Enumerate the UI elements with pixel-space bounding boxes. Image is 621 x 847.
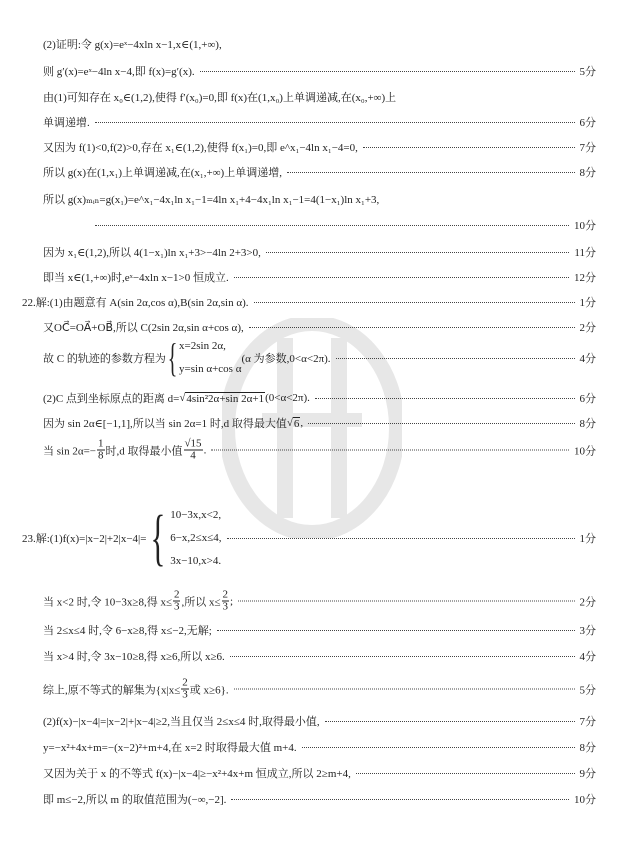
score-label: 3分 (579, 625, 596, 637)
line-text (43, 648, 225, 664)
text-segment: 又OC⃗=OA⃗+OB⃗,所以 C(2sin 2α,sin α+cos α), (43, 322, 244, 334)
text-segment: 22.解:(1)由题意有 A(sin 2α,cos α),B(sin 2α,sin α). (22, 297, 249, 309)
solution-line (43, 191, 596, 207)
solution-line (43, 713, 596, 729)
dot-leader (308, 423, 574, 424)
fraction-numerator: 2 (173, 588, 180, 601)
solution-line (43, 269, 596, 285)
dot-leader (336, 358, 575, 359)
score-label: 4分 (579, 353, 596, 365)
left-brace: { (150, 504, 166, 572)
text-segment: 则 g′(x)=eˣ−4ln x−4,即 f(x)=g′(x). (43, 66, 195, 78)
text-segment: 即 m≤−2,所以 m 的取值范围为(−∞,−2]. (43, 794, 227, 806)
solution-line (43, 678, 596, 701)
line-text (43, 390, 310, 406)
text-segment: (2)证明:令 g(x)=eˣ−4xln x−1,x∈(1,+∞), (43, 39, 222, 51)
dot-leader (234, 689, 575, 690)
dot-leader (325, 721, 575, 722)
solution-line (43, 36, 596, 52)
solution-line (43, 244, 596, 260)
dot-leader (249, 327, 575, 328)
score-label: 8分 (579, 418, 596, 430)
text-segment: y=−x²+4x+m=−(x−2)²+m+4,在 x=2 时取得最大值 m+4. (43, 742, 297, 754)
fraction-denominator: 3 (173, 600, 180, 613)
case-row: x=2sin 2α, (179, 340, 226, 352)
text-segment: 所以 g(x)ₘᵢₙ=g(x₁)=e^x₁−4x₁ln x₁−1=4ln x₁+4−4x₁ln x₁−1=4(1−x₁)ln x₁+3, (43, 194, 380, 206)
line-text (43, 244, 261, 260)
dot-leader (231, 799, 569, 800)
text-segment: (2)C 点到坐标原点的距离 d= (43, 393, 180, 405)
solution-line (43, 164, 596, 180)
dot-leader (217, 630, 575, 631)
dot-leader (95, 225, 569, 226)
line-text (43, 335, 331, 380)
score-label: 7分 (579, 716, 596, 728)
line-text (43, 439, 206, 462)
dot-leader (230, 656, 575, 657)
solution-line (43, 390, 596, 406)
solution-line (43, 765, 596, 781)
score-label: 2分 (579, 596, 596, 608)
left-brace: { (167, 335, 178, 380)
sqrt-radicand: 6 (293, 417, 300, 430)
text-segment: 当 x>4 时,令 3x−10≥8,得 x≥6,所以 x≥6. (43, 651, 225, 663)
fraction-denominator: 8 (98, 449, 104, 462)
score-label: 10分 (574, 220, 596, 232)
sqrt-sign: √ (286, 417, 293, 429)
dot-leader (356, 773, 575, 774)
score-label: 7分 (579, 142, 596, 154)
case-row: 6−x,2≤x≤4, (170, 531, 222, 544)
solution-line (43, 335, 596, 380)
text-segment: . (203, 444, 207, 456)
sqrt-sign: √ (179, 392, 186, 404)
text-segment: 即当 x∈(1,+∞)时,eˣ−4xln x−1>0 恒成立. (43, 272, 229, 284)
dot-leader (254, 302, 575, 303)
line-text (22, 294, 249, 310)
text-segment: 当 2≤x≤4 时,令 6−x≥8,得 x≤−2,无解; (43, 625, 212, 637)
text-segment: 故 C 的轨迹的参数方程为 (43, 353, 166, 365)
line-text (43, 713, 320, 729)
solution-line (43, 439, 596, 462)
text-segment: 由(1)可知存在 x₀∈(1,2),使得 f′(x₀)=0,即 f(x)在(1,x₀)上单调递减,在(x₀,+∞)上 (43, 92, 397, 104)
score-label: 10分 (574, 445, 596, 457)
score-label: 9分 (579, 768, 596, 780)
solution-line (22, 294, 596, 310)
dot-leader (211, 450, 569, 451)
solution-line (43, 139, 596, 155)
text-segment: 因为 x₁∈(1,2),所以 4(1−x₁)ln x₁+3>−4ln 2+3>0, (43, 247, 261, 259)
fraction (97, 439, 105, 462)
solution-line (90, 217, 596, 233)
text-segment: 综上,原不等式的解集为{x|x≤ (43, 684, 181, 696)
line-text (43, 739, 297, 755)
text-segment: 当 x<2 时,令 10−3x≥8,得 x≤ (43, 596, 172, 608)
line-text (43, 89, 396, 105)
score-label: 6分 (579, 117, 596, 129)
dot-leader (363, 147, 575, 148)
score-label: 10分 (574, 794, 596, 806)
fraction-numerator: 2 (222, 588, 229, 601)
dot-leader (315, 398, 575, 399)
line-text (43, 164, 282, 180)
text-segment: (α 为参数,0<α<2π). (241, 353, 331, 365)
text-segment: , (300, 417, 304, 429)
fraction (181, 678, 189, 701)
dot-leader (238, 601, 574, 602)
score-label: 8分 (579, 742, 596, 754)
line-text (43, 590, 233, 613)
dot-leader (227, 538, 575, 539)
fraction (184, 439, 203, 462)
line-text (43, 191, 379, 207)
dot-leader (200, 71, 575, 72)
solution-line (43, 63, 596, 79)
solution-line (22, 504, 596, 572)
dot-leader (287, 172, 575, 173)
case-row: 10−3x,x<2, (170, 508, 222, 521)
line-text (43, 139, 358, 155)
text-segment: 当 sin 2α=− (43, 445, 97, 457)
solution-line (43, 89, 596, 105)
dot-leader (95, 122, 575, 123)
line-text (43, 36, 222, 52)
solution-line (43, 590, 596, 613)
case-row: y=sin α+cos α (179, 363, 242, 375)
score-label: 2分 (579, 322, 596, 334)
dot-leader (234, 277, 569, 278)
dot-leader (302, 747, 575, 748)
solution-line (43, 114, 596, 130)
score-label: 1分 (579, 297, 596, 309)
line-text (43, 319, 244, 335)
piecewise-cases (166, 335, 242, 380)
fraction-numerator: 2 (182, 676, 188, 689)
text-segment: 又因为关于 x 的不等式 f(x)−|x−4|≥−x²+4x+m 恒成立,所以 2≥m+4, (43, 768, 351, 780)
text-segment: 23.解:(1)f(x)=|x−2|+2|x−4|= (22, 533, 147, 545)
score-label: 5分 (579, 684, 596, 696)
fraction-numerator: √15 (184, 437, 202, 450)
line-text (43, 791, 226, 807)
solution-line (43, 415, 596, 431)
solution-line (43, 319, 596, 335)
line-text (43, 765, 351, 781)
text-segment: (2)f(x)−|x−4|=|x−2|+|x−4|≥2,当且仅当 2≤x≤4 时,取得最小值, (43, 716, 320, 728)
score-label: 4分 (579, 651, 596, 663)
score-label: 5分 (579, 66, 596, 78)
text-segment: 时,d 取得最小值 (105, 445, 183, 457)
piecewise-cases (146, 504, 222, 572)
line-text (43, 678, 229, 701)
text-segment: 因为 sin 2α∈[−1,1],所以当 sin 2α=1 时,d 取得最大值 (43, 418, 287, 430)
score-label: 12分 (574, 272, 596, 284)
fraction-denominator: 4 (190, 449, 196, 462)
dot-leader (266, 252, 570, 253)
score-label: 6分 (579, 393, 596, 405)
text-segment: ; (230, 595, 234, 607)
line-text (43, 114, 90, 130)
case-rows (170, 509, 221, 568)
text-segment: (0<α<2π). (265, 392, 310, 404)
fraction-numerator: 1 (98, 437, 104, 450)
case-rows (179, 340, 241, 376)
text-segment: 或 x≥6}. (189, 684, 229, 696)
solution-line (43, 739, 596, 755)
line-text (22, 504, 222, 572)
case-row: 3x−10,x>4. (170, 554, 222, 567)
solution-line (43, 791, 596, 807)
fraction (173, 590, 181, 613)
solution-line (43, 622, 596, 638)
score-label: 1分 (579, 533, 596, 545)
sqrt-radicand: 4sin²2α+sin 2α+1 (186, 392, 265, 405)
fraction-denominator: 3 (182, 688, 188, 701)
solution-line (43, 648, 596, 664)
line-text (43, 63, 195, 79)
line-text (43, 415, 303, 431)
text-segment: 所以 g(x)在(1,x₁)上单调递减,在(x₁,+∞)上单调递增, (43, 167, 282, 179)
line-text (43, 622, 212, 638)
fraction-denominator: 3 (222, 600, 229, 613)
fraction (222, 590, 230, 613)
text-segment: 单调递增. (43, 117, 90, 129)
text-segment: 又因为 f(1)<0,f(2)>0,存在 x₁∈(1,2),使得 f(x₁)=0,即 e^x₁−4ln x₁−4=0, (43, 142, 358, 154)
score-label: 11分 (574, 247, 596, 259)
line-text (43, 269, 229, 285)
text-segment: ,所以 x≤ (181, 596, 221, 608)
score-label: 8分 (579, 167, 596, 179)
